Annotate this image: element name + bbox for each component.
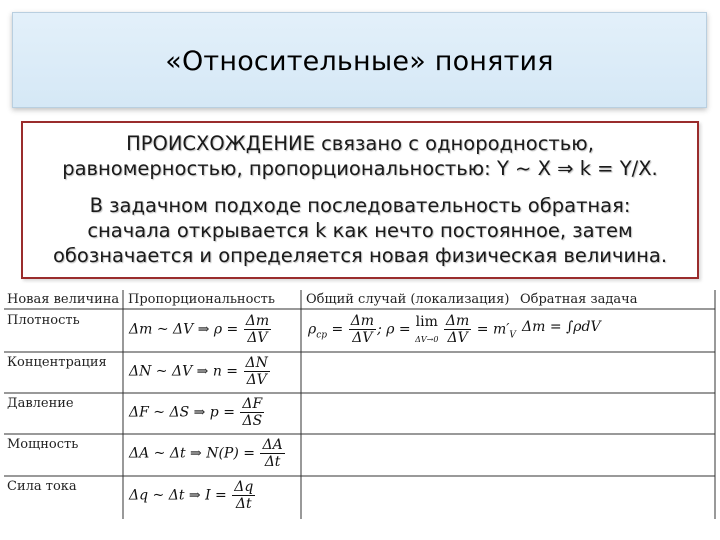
row-name: Давление (7, 396, 74, 411)
note-line: ПРОИСХОЖДЕНИЕ связано с однородностью, (126, 132, 594, 155)
row-name: Мощность (7, 437, 79, 452)
quantities-table (0, 287, 720, 540)
formula-density: Δm ~ ΔV ⇒ ρ = $\frac{\Delta m}{\Delta V}$ (129, 313, 270, 346)
slide-title: «Относительные» понятия (165, 46, 554, 77)
formula-pressure: ΔF ~ ΔS ⇒ p = $\frac{\Delta F}{\Delta S}$ (129, 396, 263, 429)
row-name: Сила тока (7, 479, 77, 494)
column-header: Пропорциональность (128, 292, 275, 307)
note-line: сначала открывается k как нечто постоянное, затем (87, 219, 633, 242)
row-name: Концентрация (7, 355, 107, 370)
column-header: Новая величина (7, 292, 120, 307)
note-paragraph-1 (23, 131, 697, 181)
note-line: равномерностью, пропорциональностью: Y ~ X ⇒ k = Y/X. (62, 157, 658, 180)
note-line: В задачном подходе последовательность обратная: (89, 194, 631, 217)
formula-current: Δq ~ Δt ⇒ I = $\frac{\Delta q}{\Delta t}$ (129, 479, 254, 512)
formula-concentration: ΔN ~ ΔV ⇒ n = $\frac{\Delta N}{\Delta V}$ (129, 355, 268, 388)
note-line: обозначается и определяется новая физическая величина. (52, 244, 668, 267)
note-box (21, 121, 699, 279)
note-paragraph-2 (23, 193, 697, 268)
formula-density-inverse: Δm = ∫ρdV (522, 319, 601, 335)
formula-power: ΔA ~ Δt ⇒ N(P) = $\frac{\Delta A}{\Delta t}$ (129, 437, 283, 470)
column-header: Общий случай (локализация) (306, 292, 510, 307)
column-header: Обратная задача (520, 292, 638, 307)
formula-density-general: $\rho_{ср}$ = $\frac{\Delta m}{\Delta V}$ ; ρ = lim ΔV→0 $\frac{\Delta m}{\Delta V}$ = $m'_V$ (308, 313, 516, 346)
title-banner (12, 12, 707, 108)
row-name: Плотность (7, 313, 80, 328)
